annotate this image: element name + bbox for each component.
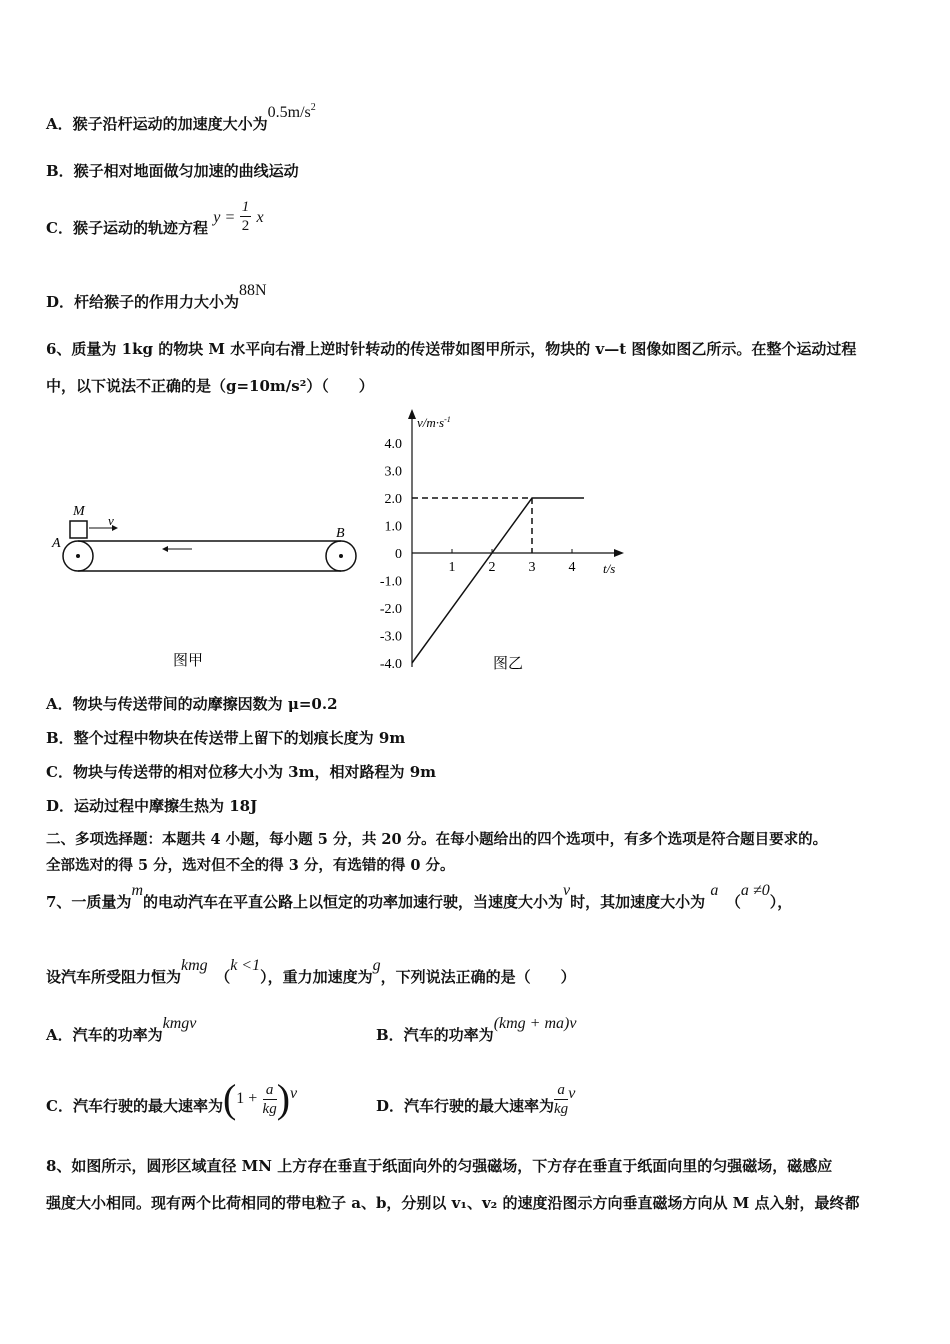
section2-heading-line2: 全部选对的得 5 分，选对但不全的得 3 分，有选错的得 0 分。 xyxy=(46,857,455,874)
y-tick-label: -3.0 xyxy=(379,629,402,645)
q6-option-b: B．整个过程中物块在传送带上留下的划痕长度为 9m xyxy=(46,729,406,747)
q8-stem-line1: 8、如图所示，圆形区域直径 MN 上方存在垂直于纸面向外的匀强磁场，下方存在垂直于纸面向里的匀强磁场，磁感应 xyxy=(46,1157,833,1175)
x-tick-label: 4 xyxy=(568,560,576,575)
q8-stem-line2: 强度大小相同。现有两个比荷相同的带电粒子 a、b，分别以 v₁、v₂ 的速度沿图示方向垂直磁场方向从 M 点入射，最终都 xyxy=(46,1194,860,1212)
section2-heading-line1: 二、多项选择题：本题共 4 小题，每小题 5 分，共 20 分。在每小题给出的四个选项中，有多个选项是符合题目要求的。 xyxy=(46,831,828,848)
q7-option-c: C．汽车行驶的最大速率为(1 + $\frac{a}{kg}$ )v xyxy=(46,1076,298,1121)
q7-stem-line2: 设汽车所受阻力恒为kmg （k <1），重力加速度为g，下列说法正确的是（ ） xyxy=(46,957,576,986)
figure-vt-graph xyxy=(370,405,630,675)
y-tick-label: 4.0 xyxy=(384,437,402,452)
label-a: A xyxy=(52,536,61,551)
q5-option-a: A．猴子沿杆运动的加速度大小为$0.5m/s^2$ xyxy=(46,102,316,133)
y-tick-label: 3.0 xyxy=(384,464,402,480)
x-tick-label: 3 xyxy=(528,560,536,575)
x-tick-label: 1 xyxy=(448,560,456,575)
q7-option-d: D．汽车行驶的最大速率为 $\frac{a}{kg}$ v xyxy=(376,1081,576,1117)
y-tick-label: 1.0 xyxy=(384,519,402,535)
q5-option-a-math: $0.5m/s^2$ xyxy=(267,102,316,121)
q5-option-c: C．猴子运动的轨迹方程 y = $\frac{1}{2}$ x xyxy=(46,198,264,237)
y-tick-label: -1.0 xyxy=(379,574,402,590)
figure-conveyor-belt xyxy=(40,495,370,680)
y-tick-label: -4.0 xyxy=(379,657,402,672)
x-tick-label: 2 xyxy=(488,560,496,575)
y-tick-label: 0 xyxy=(395,547,402,562)
label-m: M xyxy=(73,504,85,519)
caption-yi: 图乙 xyxy=(492,656,524,672)
q7-stem-line1: 7、一质量为m的电动汽车在平直公路上以恒定的功率加速行驶，当速度大小为v时，其加速度大小为 a （a ≠0）， xyxy=(46,882,793,911)
caption-jia: 图甲 xyxy=(172,653,204,669)
x-axis-label: t/s xyxy=(603,561,616,576)
q6-option-d: D．运动过程中摩擦生热为 18J xyxy=(46,797,258,815)
q6-stem-line2: 中，以下说法不正确的是（g=10m/s²）（ ） xyxy=(46,377,374,395)
q5-option-d: D．杆给猴子的作用力大小为88N xyxy=(46,282,267,311)
label-b: B xyxy=(336,526,345,541)
vt-series-line xyxy=(412,498,584,663)
y-axis-label: $v/m\cdot s^{-1}$ xyxy=(417,415,451,430)
q5-option-b: B．猴子相对地面做匀加速的曲线运动 xyxy=(46,162,299,180)
label-v: v xyxy=(108,513,114,528)
q6-option-a: A．物块与传送带间的动摩擦因数为 μ=0.2 xyxy=(46,695,338,713)
q7-option-a: A．汽车的功率为kmgv xyxy=(46,1015,197,1044)
q6-stem-line1: 6、质量为 1kg 的物块 M 水平向右滑上逆时针转动的传送带如图甲所示，物块的 v—t 图像如图乙所示。在整个运动过程 xyxy=(46,340,857,358)
q6-option-c: C．物块与传送带的相对位移大小为 3m，相对路程为 9m xyxy=(46,763,437,781)
q7-option-b: B．汽车的功率为(kmg + ma)v xyxy=(376,1015,577,1044)
y-tick-label: 2.0 xyxy=(384,492,402,507)
block-m xyxy=(70,521,87,538)
y-tick-label: -2.0 xyxy=(379,602,402,617)
